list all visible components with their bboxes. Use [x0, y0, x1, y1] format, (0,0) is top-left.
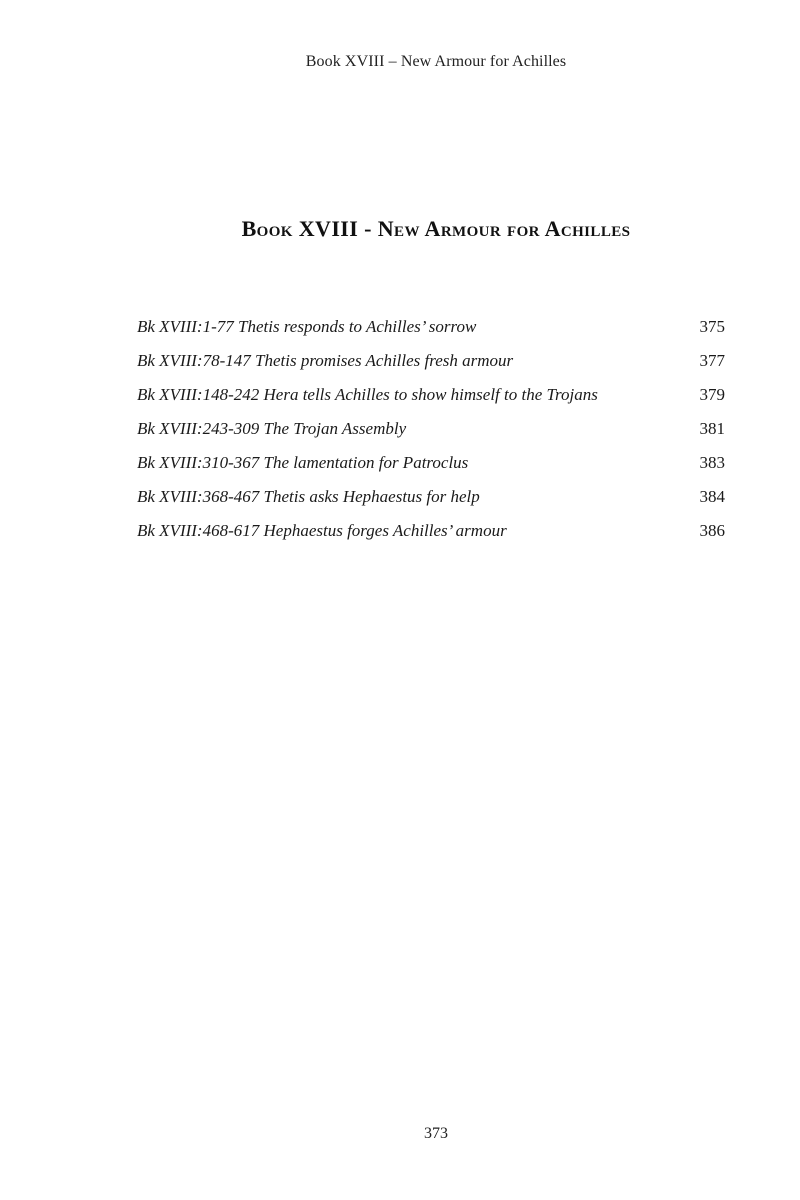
toc-entry-page: 377 [699, 351, 725, 370]
running-header: Book XVIII – New Armour for Achilles [305, 53, 567, 70]
table-of-contents [137, 314, 725, 552]
toc-entry[interactable] [137, 382, 725, 416]
toc-entry[interactable] [137, 484, 725, 518]
toc-entry[interactable] [137, 416, 725, 450]
toc-entry[interactable] [137, 314, 725, 348]
toc-entry-title[interactable]: Bk XVIII:148-242 Hera tells Achilles to show himself to the Trojans [137, 385, 598, 404]
toc-entry-page: 375 [699, 317, 725, 336]
toc-entry-title[interactable]: Bk XVIII:468-617 Hephaestus forges Achilles’ armour [137, 521, 507, 540]
toc-entry-title[interactable]: Bk XVIII:78-147 Thetis promises Achilles fresh armour [137, 351, 514, 370]
toc-entry[interactable] [137, 518, 725, 552]
toc-entry[interactable] [137, 348, 725, 382]
toc-entry-page: 381 [699, 419, 725, 438]
toc-entry-page: 383 [699, 453, 725, 472]
toc-entry[interactable] [137, 450, 725, 484]
page-number: 373 [424, 1125, 448, 1142]
toc-entry-page: 386 [699, 521, 725, 540]
toc-entry-title[interactable]: Bk XVIII:243-309 The Trojan Assembly [137, 419, 407, 438]
toc-entry-page: 379 [699, 385, 725, 404]
toc-entry-title[interactable]: Bk XVIII:368-467 Thetis asks Hephaestus for help [137, 487, 480, 506]
chapter-title: Book XVIII - New Armour for Achilles [241, 216, 631, 241]
toc-entry-page: 384 [699, 487, 725, 506]
toc-entry-title[interactable]: Bk XVIII:1-77 Thetis responds to Achilles’ sorrow [137, 317, 477, 336]
toc-entry-title[interactable]: Bk XVIII:310-367 The lamentation for Patroclus [137, 453, 469, 472]
